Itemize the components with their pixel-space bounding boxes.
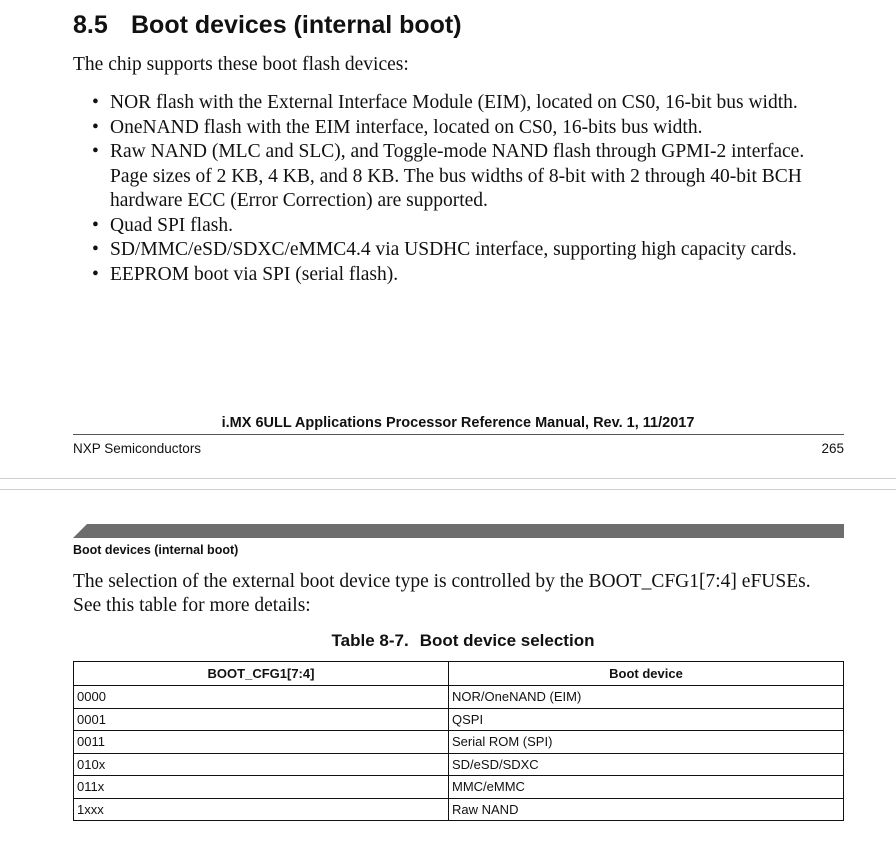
bullet-icon: • (92, 239, 99, 260)
cell-boot-cfg: 0000 (74, 686, 449, 709)
table-row (74, 686, 844, 709)
cell-boot-device: Serial ROM (SPI) (449, 731, 844, 754)
running-head: Boot devices (internal boot) (73, 543, 239, 557)
cell-boot-device: QSPI (449, 708, 844, 731)
running-header-bar (73, 524, 844, 538)
list-item (73, 91, 818, 116)
list-item-text: NOR flash with the External Interface Module (EIM), located on CS0, 16-bit bus width. (110, 92, 798, 113)
section-intro: The chip supports these boot flash devices: (73, 54, 409, 75)
boot-device-table (73, 661, 844, 821)
bullet-icon: • (92, 92, 99, 113)
section-number: 8.5 (73, 11, 108, 39)
list-item-text: Quad SPI flash. (110, 214, 233, 236)
list-item (73, 238, 818, 263)
cell-boot-device: Raw NAND (449, 798, 844, 821)
cell-boot-device: NOR/OneNAND (EIM) (449, 686, 844, 709)
column-header-boot-cfg: BOOT_CFG1[7:4] (74, 662, 449, 686)
list-item (73, 140, 818, 214)
column-header-boot-device: Boot device (449, 662, 844, 686)
list-item-text: SD/MMC/eSD/SDXC/eMMC4.4 via USDHC interface, supporting high capacity cards. (110, 239, 797, 260)
selection-paragraph: The selection of the external boot device type is controlled by the BOOT_CFG1[7:4] eFUSEs. See this table for more details: (73, 571, 811, 616)
bullet-icon: • (92, 116, 99, 138)
bullet-icon: • (92, 263, 99, 285)
header-bar-fill (73, 524, 844, 538)
footer-page-number: 265 (821, 441, 844, 456)
table-row (74, 776, 844, 799)
table-row (74, 753, 844, 776)
cell-boot-device: SD/eSD/SDXC (449, 753, 844, 776)
list-item (73, 214, 818, 239)
header-bar-shape (73, 524, 844, 538)
boot-device-list (73, 91, 818, 287)
section-title: Boot devices (internal boot) (131, 11, 462, 39)
table-caption-label: Table 8-7. (331, 631, 409, 650)
bullet-icon: • (92, 214, 99, 236)
cell-boot-cfg: 1xxx (74, 798, 449, 821)
list-item-text: EEPROM boot via SPI (serial flash). (110, 263, 399, 285)
table-caption (0, 630, 896, 652)
cell-boot-device: MMC/eMMC (449, 776, 844, 799)
list-item (73, 116, 818, 141)
cell-boot-cfg: 0011 (74, 731, 449, 754)
table-caption-title: Boot device selection (419, 631, 595, 650)
list-item (73, 263, 818, 288)
cell-boot-cfg: 0001 (74, 708, 449, 731)
page-separator (0, 478, 896, 490)
footer-divider (73, 434, 844, 435)
cell-boot-cfg: 011x (74, 776, 449, 799)
table-row (74, 798, 844, 821)
footer-company: NXP Semiconductors (73, 441, 202, 456)
table-row (74, 731, 844, 754)
bullet-icon: • (92, 141, 99, 162)
footer-manual-title: i.MX 6ULL Applications Processor Reference Manual, Rev. 1, 11/2017 (221, 415, 695, 431)
cell-boot-cfg: 010x (74, 753, 449, 776)
table-row (74, 708, 844, 731)
section-heading (73, 8, 462, 42)
list-item-text: OneNAND flash with the EIM interface, located on CS0, 16-bits bus width. (110, 116, 703, 138)
table-header-row (74, 662, 844, 686)
list-item-text: Raw NAND (MLC and SLC), and Toggle-mode NAND flash through GPMI-2 interface. Page sizes of 2 KB, 4 KB, and 8 KB. The bus widths of 8-bit with 2 through 40-bit BCH hardware ECC (Error Correction) are supported. (110, 141, 805, 211)
